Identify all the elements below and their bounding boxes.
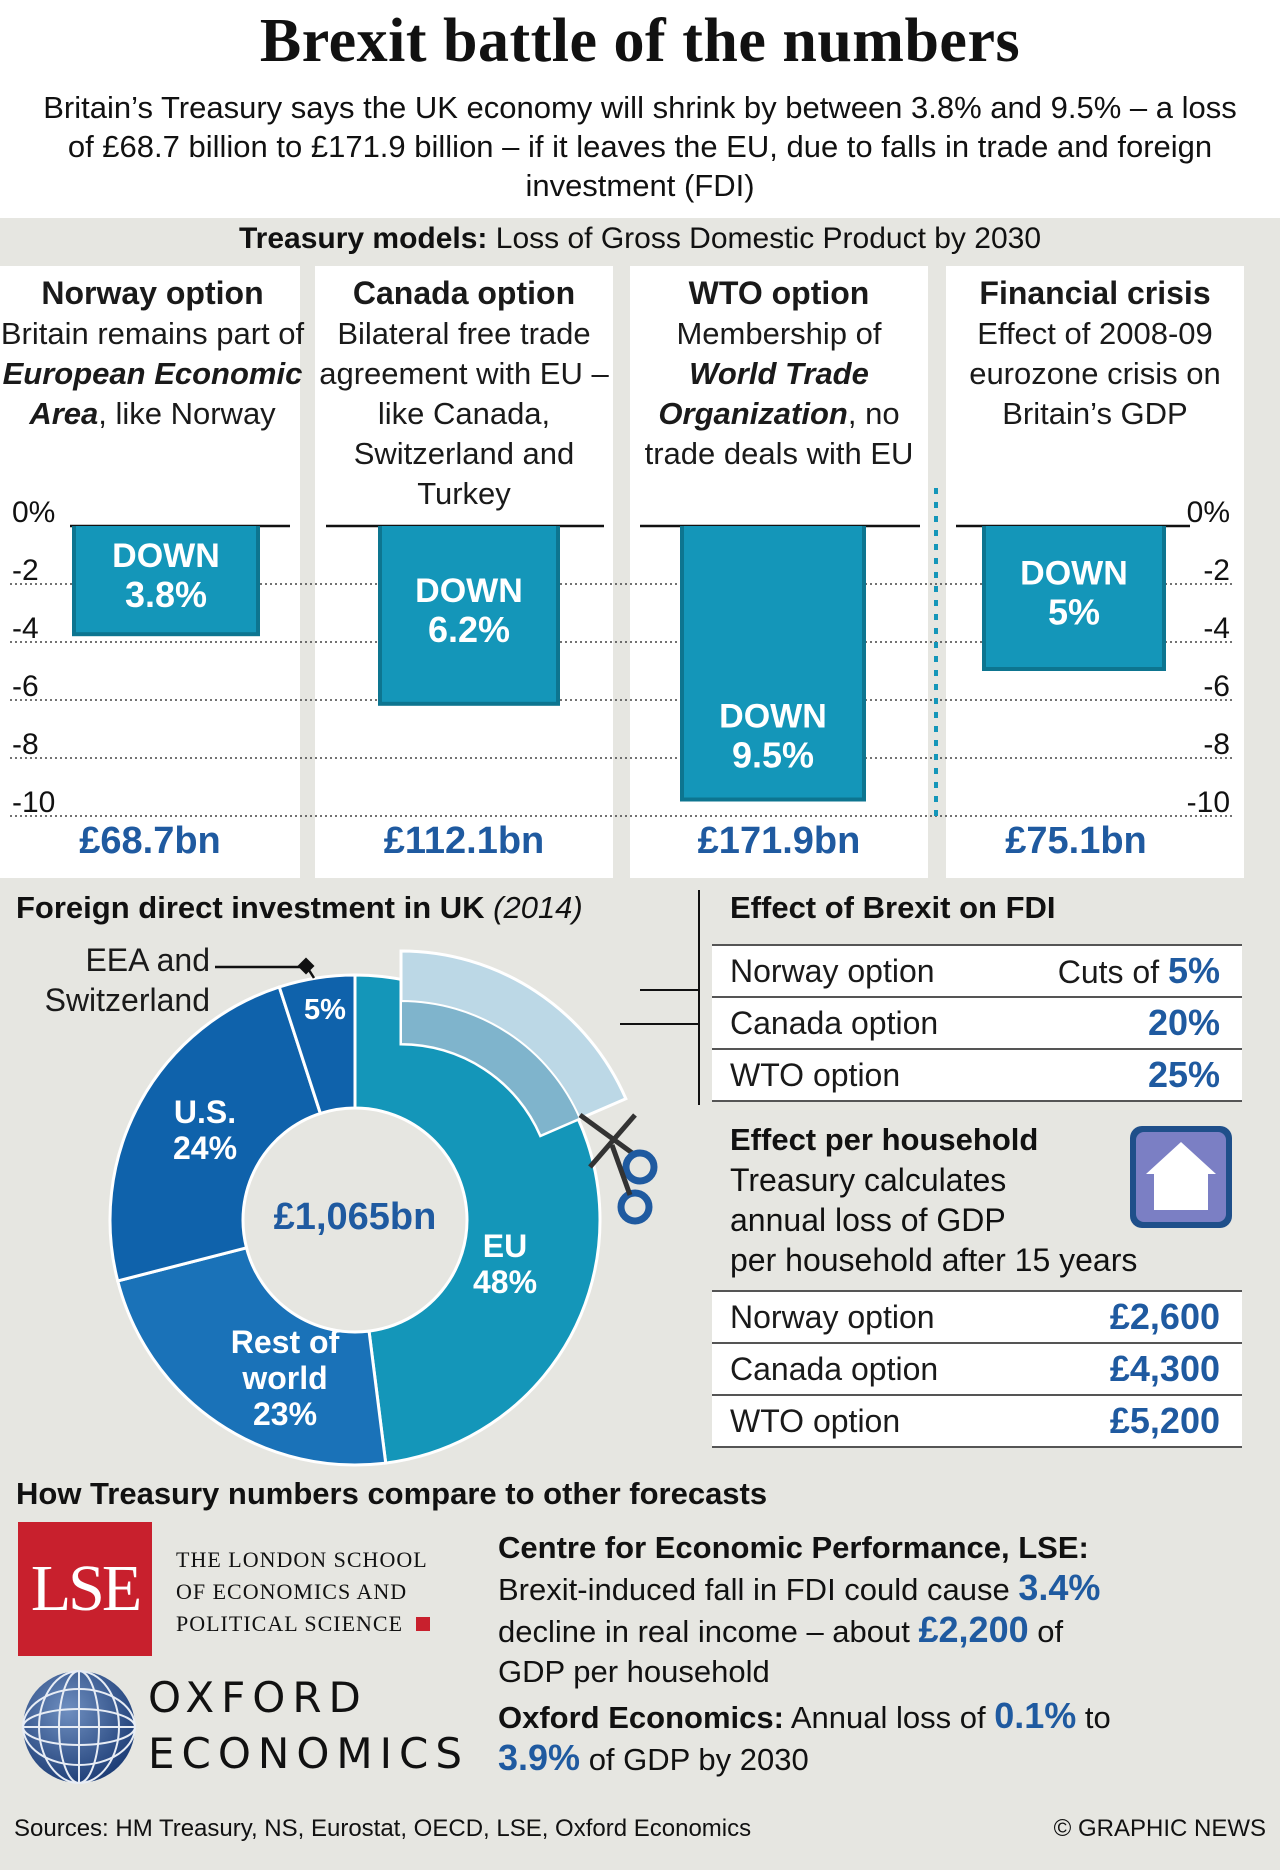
slice-label-eea: 5% [304, 994, 346, 1026]
models-title-bold: Treasury models: [238, 222, 488, 255]
oxford-name-line-2: ECONOMICS [148, 1729, 470, 1778]
bn-canada: £112.1bn [383, 820, 545, 862]
bar-label-down: DOWN [415, 571, 523, 610]
oe-line-1 [498, 1696, 1258, 1738]
cep-text-1: Brexit-induced fall in FDI could cause [498, 1572, 1010, 1607]
table-row [712, 1050, 1242, 1102]
fdi-total: £1,065bn [273, 1196, 437, 1238]
lse-name-line-2: OF ECONOMICS AND [176, 1579, 408, 1604]
eea-label: EEA and Switzerland [44, 942, 210, 1018]
cep-value-1: 3.4% [1018, 1567, 1101, 1608]
bar-label-down: DOWN [719, 697, 827, 736]
y-tick-label-right: -8 [1203, 728, 1230, 761]
oxford-name-line-1: OXFORD [148, 1673, 368, 1722]
slice-label-row [200, 1324, 370, 1432]
slice-eu-pct: 48% [472, 1264, 538, 1300]
brexit-fdi-table [712, 944, 1242, 1102]
y-tick-label-right: -4 [1203, 612, 1230, 645]
table-row [712, 1344, 1242, 1396]
row-label: Norway option [730, 952, 935, 989]
models-title [0, 222, 1280, 256]
option-desc-norway: Britain remains part of European Economic Area, like Norway [0, 316, 305, 431]
cep-line-1 [498, 1568, 1258, 1610]
oe-text-3: of GDP by 2030 [588, 1742, 809, 1777]
y-tick-label-left: -8 [12, 728, 39, 761]
household-desc-line-2: annual loss of GDP [730, 1202, 1006, 1238]
lse-name-line-1: THE LONDON SCHOOL [176, 1547, 428, 1572]
table-row [712, 1292, 1242, 1344]
slice-us-pct: 24% [172, 1130, 238, 1166]
household-desc-line-1: Treasury calculates [730, 1162, 1007, 1198]
lse-name [176, 1544, 430, 1640]
oe-text-1: Annual loss of [790, 1700, 986, 1735]
sources: Sources: HM Treasury, NS, Eurostat, OECD, LSE, Oxford Economics [14, 1815, 752, 1842]
row-value [1110, 1296, 1220, 1338]
bar-label-value: 9.5% [731, 734, 815, 776]
option-title-wto: WTO option [688, 275, 870, 311]
row-label: WTO option [730, 1402, 901, 1439]
lse-name-line-3-text: POLITICAL SCIENCE [176, 1611, 404, 1636]
household-title: Effect per household [730, 1122, 1039, 1157]
fdi-title-year: (2014) [493, 890, 583, 925]
y-tick-label-right: -6 [1203, 670, 1230, 703]
row-number: £5,200 [1109, 1400, 1220, 1441]
oe-title: Oxford Economics: [498, 1700, 784, 1735]
y-tick-label-left: -4 [12, 612, 39, 645]
row-label: Norway option [730, 1298, 935, 1335]
cep-forecast [498, 1528, 1258, 1780]
oxford-globe-icon [20, 1668, 138, 1786]
row-number: 5% [1167, 950, 1220, 991]
y-tick-label-right: 0% [1186, 496, 1230, 529]
y-tick-label-left: 0% [12, 496, 56, 529]
option-desc-canada: Bilateral free trade agreement with EU – like Canada, Switzerland and Turkey [319, 316, 609, 511]
row-value [1148, 1054, 1220, 1096]
table-row [712, 998, 1242, 1050]
y-tick-label-right: -2 [1203, 554, 1230, 587]
row-value [1058, 950, 1220, 992]
cep-title: Centre for Economic Performance, LSE: [498, 1530, 1089, 1565]
fdi-vertical-connector [698, 890, 700, 1105]
compare-title: How Treasury numbers compare to other forecasts [16, 1476, 768, 1511]
row-value [1110, 1348, 1220, 1390]
lse-logo: LSE [18, 1522, 152, 1656]
slice-eu-name: EU [482, 1228, 528, 1264]
bn-norway: £68.7bn [79, 820, 221, 862]
intro-text: Britain’s Treasury says the UK economy will shrink by between 3.8% and 9.5% – a loss of £68.7 billion to £171.9 billion – if it leaves the EU, due to falls in trade and foreign investment (FDI) [43, 90, 1237, 203]
brexit-fdi-title: Effect of Brexit on FDI [730, 890, 1056, 925]
fdi-title-bold: Foreign direct investment in UK [16, 890, 485, 925]
household-table [712, 1290, 1242, 1448]
bar-label-value: 6.2% [427, 608, 511, 650]
bar-label-value: 5% [1047, 591, 1101, 633]
option-title-norway: Norway option [41, 275, 264, 311]
lse-red-square [416, 1617, 430, 1631]
y-tick-label-left: -10 [12, 786, 56, 819]
row-value [1148, 1002, 1220, 1044]
bar-label-value: 3.8% [124, 574, 208, 616]
credit: © GRAPHIC NEWS [1053, 1815, 1266, 1842]
models-title-rest: Loss of Gross Domestic Product by 2030 [495, 222, 1042, 255]
bar-label-down: DOWN [112, 537, 220, 576]
page-title: Brexit battle of the numbers [259, 7, 1021, 75]
option-title-crisis: Financial crisis [979, 275, 1211, 311]
slice-label-us [150, 1094, 260, 1166]
oxford-economics-name [148, 1670, 469, 1782]
y-tick-label-left: -6 [12, 670, 39, 703]
bar-label-down: DOWN [1020, 554, 1128, 593]
eea-leader-line [215, 967, 314, 978]
row-number: 20% [1147, 1002, 1220, 1043]
slice-us-name: U.S. [173, 1094, 237, 1130]
cep-text-3: of [1037, 1614, 1064, 1649]
lse-name-line-3 [176, 1608, 430, 1640]
oe-line-2 [498, 1738, 1258, 1780]
y-tick-label-right: -10 [1186, 786, 1230, 819]
row-value [1110, 1400, 1220, 1442]
option-desc-wto: Membership of World Trade Organization, no trade deals with EU [644, 316, 914, 471]
row-label: Canada option [730, 1004, 939, 1041]
house-icon [1128, 1124, 1234, 1230]
option-title-canada: Canada option [352, 275, 576, 311]
cep-line-2 [498, 1610, 1258, 1652]
table-row [712, 1396, 1242, 1448]
household-desc-line-3: per household after 15 years [730, 1242, 1138, 1278]
row-label: Canada option [730, 1350, 939, 1387]
option-desc-crisis: Effect of 2008-09 eurozone crisis on Britain’s GDP [969, 316, 1221, 431]
oe-value-1: 0.1% [994, 1695, 1077, 1736]
household-desc [730, 1160, 1137, 1280]
row-prefix: Cuts of [1057, 954, 1168, 990]
y-tick-label-left: -2 [12, 554, 39, 587]
slice-row-pct: 23% [252, 1396, 318, 1432]
eea-leader-marker [298, 958, 315, 975]
gdp-bar-chart [0, 480, 1280, 820]
row-number: £2,600 [1109, 1296, 1220, 1337]
oe-text-2: to [1084, 1700, 1111, 1735]
row-label: WTO option [730, 1056, 901, 1093]
oe-value-2: 3.9% [498, 1737, 581, 1778]
bn-crisis: £75.1bn [1005, 820, 1147, 862]
bn-wto: £171.9bn [697, 820, 861, 862]
row-number: 25% [1147, 1054, 1220, 1095]
cep-value-2: £2,200 [918, 1609, 1029, 1650]
slice-label-eu [450, 1228, 560, 1300]
cep-text-4: GDP per household [498, 1654, 770, 1689]
row-number: £4,300 [1109, 1348, 1220, 1389]
cep-text-2: decline in real income – about [498, 1614, 910, 1649]
table-row [712, 946, 1242, 998]
slice-row-name: Rest of world [230, 1324, 340, 1396]
